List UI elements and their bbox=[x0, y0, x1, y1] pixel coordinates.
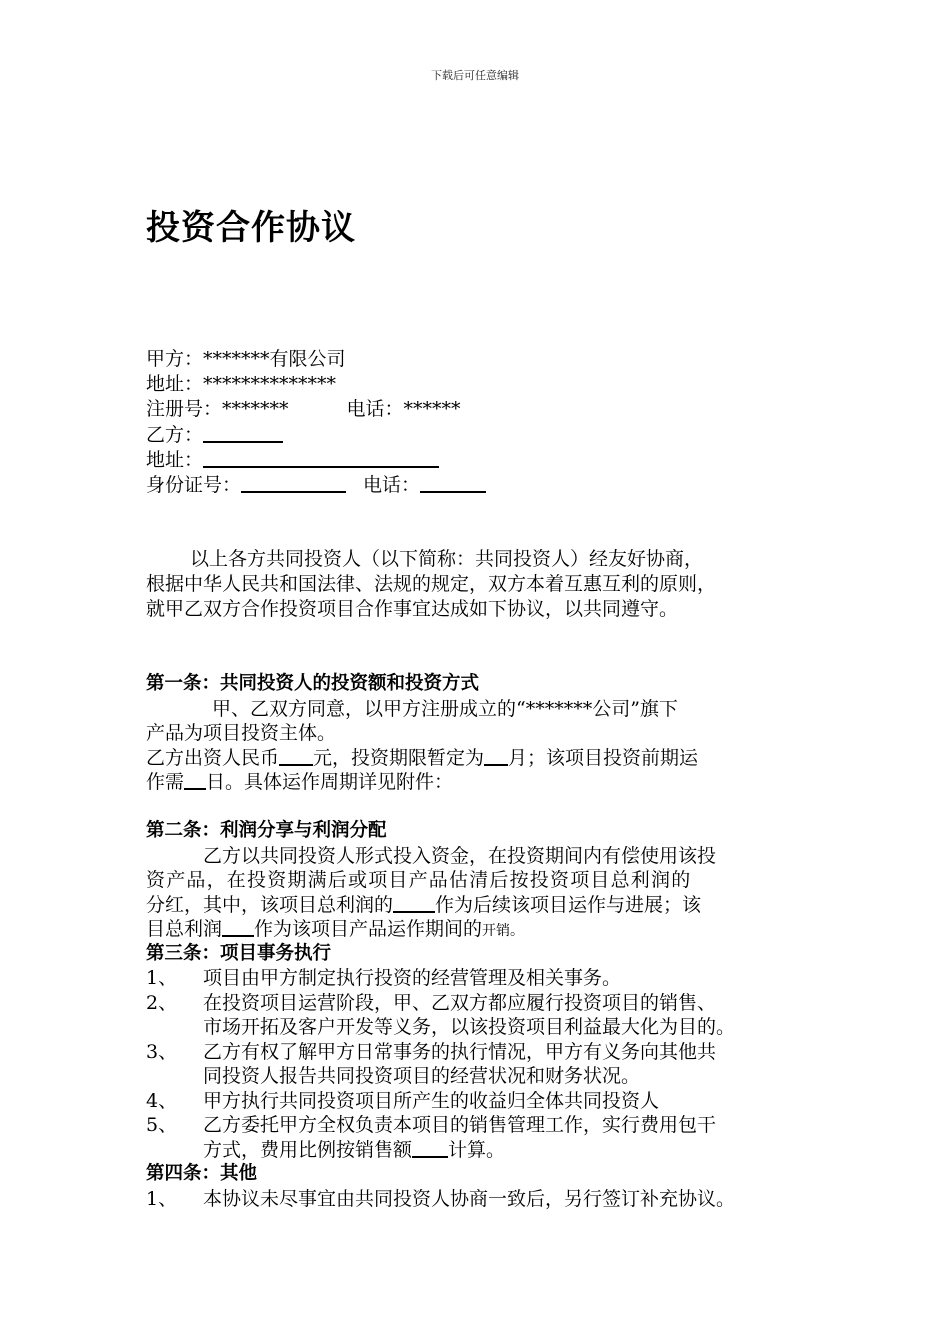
article-3-heading: 第三条：项目事务执行 bbox=[146, 942, 332, 964]
party-a-address-row bbox=[146, 372, 486, 397]
article-3-item-cont: 同投资人报告共同投资项目的经营状况和财务状况。 bbox=[203, 1065, 641, 1087]
article-2-text: 乙方以共同投资人形式投入资金，在投资期间内有偿使用该投 bbox=[203, 844, 717, 867]
party-b-name-blank bbox=[203, 422, 283, 443]
party-b-phone-label: 电话： bbox=[363, 474, 421, 496]
article-2-text: 开销。 bbox=[482, 923, 525, 939]
party-b-address-label: 地址： bbox=[146, 449, 204, 471]
party-info bbox=[146, 347, 486, 497]
sales-ratio-blank bbox=[412, 1138, 448, 1158]
article-2-line-3 bbox=[146, 893, 836, 918]
intro-paragraph bbox=[146, 547, 826, 622]
article-2-heading: 第二条：利润分享与利润分配 bbox=[146, 820, 387, 841]
article-1-text: 作需 bbox=[146, 771, 185, 793]
article-1-text: 产品为项目投资主体。 bbox=[146, 722, 337, 744]
document-title: 投资合作协议 bbox=[146, 208, 356, 248]
party-b-address-row bbox=[146, 447, 486, 472]
header-note: 下载后可任意编辑 bbox=[431, 69, 519, 82]
party-a-phone-value: ****** bbox=[403, 398, 461, 420]
article-2-text: 资产品，在投资期满后或项目产品估清后按投资项目总利润的 bbox=[146, 869, 692, 891]
article-3-item: 2、 在投资项目运营阶段，甲、乙双方都应履行投资项目的销售、 bbox=[146, 991, 717, 1014]
agreement-sections bbox=[146, 672, 836, 1211]
article-3-item-cont: 方式，费用比例按销售额 计算。 bbox=[203, 1138, 506, 1161]
article-4-item: 1、 本协议未尽事宜由共同投资人协商一致后，另行签订补充协议。 bbox=[146, 1187, 736, 1210]
party-b-id-blank bbox=[241, 472, 346, 493]
party-a-address-value: ************** bbox=[203, 373, 337, 395]
article-2-line-4 bbox=[146, 917, 836, 942]
expense-share-blank bbox=[222, 917, 254, 937]
party-a-name-row bbox=[146, 347, 486, 372]
article-1-period-line bbox=[146, 770, 836, 795]
party-a-reg-value: ******* bbox=[222, 398, 289, 420]
party-a-name-label: 甲方： bbox=[146, 348, 204, 370]
article-1-text: 乙方出资人民币 bbox=[146, 746, 280, 769]
article-1-heading: 第一条：共同投资人的投资额和投资方式 bbox=[146, 673, 480, 694]
party-b-name-label: 乙方： bbox=[146, 424, 204, 446]
party-a-address-label: 地址： bbox=[146, 373, 204, 395]
article-2-text: 目总利润 bbox=[146, 918, 223, 940]
party-a-phone-label: 电话： bbox=[346, 398, 404, 420]
article-3-item: 4、 甲方执行共同投资项目所产生的收益归全体共同投资人 bbox=[146, 1089, 660, 1112]
article-1-text: 元，投资期限暂定为 bbox=[313, 746, 485, 769]
months-blank bbox=[484, 746, 508, 766]
party-a-reg-row bbox=[146, 397, 486, 422]
intro-line-1: 以上各方共同投资人（以下简称：共同投资人）经友好协商， bbox=[190, 548, 704, 570]
profit-share-blank bbox=[393, 893, 435, 913]
party-b-name-row bbox=[146, 422, 486, 447]
article-2-text: 作为该项目产品运作期间的 bbox=[254, 918, 483, 940]
party-a-reg-label: 注册号： bbox=[146, 398, 223, 420]
intro-line-2: 根据中华人民共和国法律、法规的规定，双方本着互惠互利的原则， bbox=[146, 573, 717, 595]
article-3-item: 1、 项目由甲方制定执行投资的经营管理及相关事务。 bbox=[146, 967, 622, 989]
party-b-id-label: 身份证号： bbox=[146, 474, 242, 496]
article-3-item: 5、 乙方委托甲方全权负责本项目的销售管理工作，实行费用包干 bbox=[146, 1114, 717, 1136]
party-b-address-blank bbox=[203, 447, 439, 468]
article-1-text: 甲、乙双方同意，以甲方注册成立的“*******公司”旗下 bbox=[212, 697, 678, 720]
amount-blank bbox=[279, 746, 313, 766]
article-1-text: 月；该项目投资前期运 bbox=[508, 746, 699, 769]
article-2-text: 分红，其中，该项目总利润的 bbox=[146, 893, 394, 916]
party-b-id-row bbox=[146, 472, 486, 497]
article-1-text: 日。具体运作周期详见附件： bbox=[206, 771, 454, 793]
article-4-heading: 第四条：其他 bbox=[146, 1163, 258, 1184]
party-b-phone-blank bbox=[420, 472, 486, 493]
days-blank bbox=[184, 770, 206, 790]
article-1-investment-line bbox=[146, 746, 836, 771]
article-3-item: 3、 乙方有权了解甲方日常事务的执行情况，甲方有义务向其他共 bbox=[146, 1040, 717, 1063]
intro-line-3: 就甲乙双方合作投资项目合作事宜达成如下协议，以共同遵守。 bbox=[146, 598, 679, 620]
party-a-name-value: *******有限公司 bbox=[203, 348, 346, 370]
article-3-item-cont: 市场开拓及客户开发等义务，以该投资项目利益最大化为目的。 bbox=[203, 1016, 736, 1038]
article-2-text: 作为后续该项目运作与进展；该 bbox=[435, 893, 702, 916]
